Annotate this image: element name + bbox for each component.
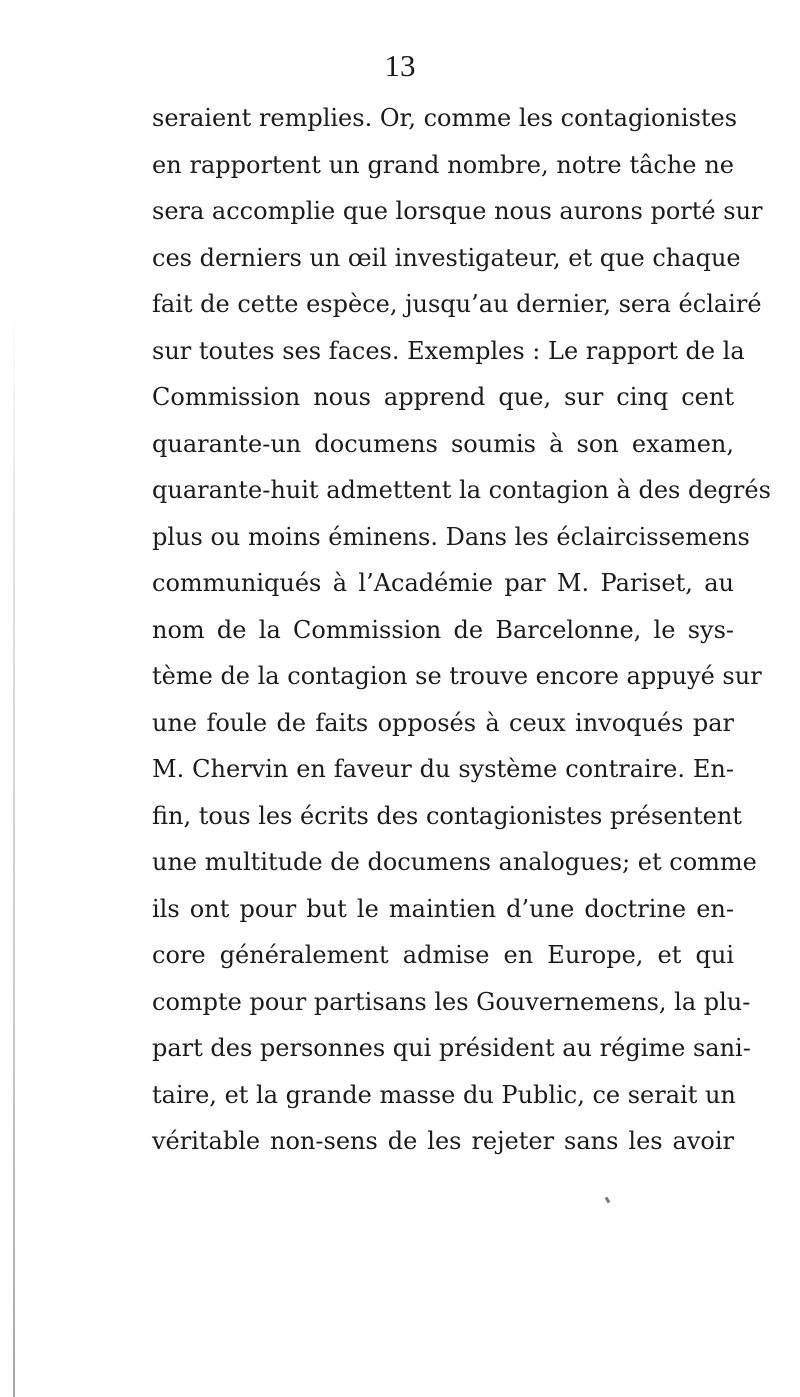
text-line-17: une multitude de documens analogues; et comme bbox=[152, 848, 757, 876]
text-line-5: fait de cette espèce, jusqu’au dernier, sera éclairé bbox=[152, 290, 762, 318]
text-line-2: en rapportent un grand nombre, notre tâche ne bbox=[152, 150, 734, 179]
text-line-4: ces derniers un œil investigateur, et que chaque bbox=[152, 243, 741, 272]
ink-speck bbox=[605, 1197, 611, 1204]
text-line-11: communiqués à l’Académie par M. Pariset, au bbox=[152, 569, 734, 597]
text-line-19: core généralement admise en Europe, et qui bbox=[152, 941, 734, 969]
text-line-23: véritable non-sens de les rejeter sans les avoir bbox=[152, 1127, 734, 1155]
text-line-8: quarante-un documens soumis à son examen, bbox=[152, 429, 734, 458]
text-line-6: sur toutes ses faces. Exemples : Le rapport de la bbox=[152, 336, 745, 365]
page-number: 13 bbox=[384, 48, 416, 83]
text-line-20: compte pour partisans les Gouvernemens, la plu- bbox=[152, 987, 751, 1016]
text-line-16: fin, tous les écrits des contagionistes présentent bbox=[152, 801, 742, 830]
text-line-9: quarante-huit admettent la contagion à des degrés bbox=[152, 476, 771, 504]
body-text bbox=[152, 95, 771, 1165]
text-line-12: nom de la Commission de Barcelonne, le sys- bbox=[152, 615, 734, 644]
text-line-18: ils ont pour but le maintien d’une doctrine en- bbox=[152, 894, 734, 923]
text-line-7: Commission nous apprend que, sur cinq cent bbox=[152, 383, 734, 411]
text-line-10: plus ou moins éminens. Dans les éclaircissemens bbox=[152, 522, 750, 551]
text-line-3: sera accomplie que lorsque nous aurons porté sur bbox=[152, 197, 763, 225]
text-line-13: tème de la contagion se trouve encore appuyé sur bbox=[152, 662, 762, 690]
scan-margin-edge bbox=[13, 300, 15, 1397]
text-line-22: taire, et la grande masse du Public, ce serait un bbox=[152, 1080, 736, 1109]
text-line-15: M. Chervin en faveur du système contraire. En- bbox=[152, 755, 734, 783]
text-line-1: seraient remplies. Or, comme les contagionistes bbox=[152, 104, 738, 132]
text-line-14: une foule de faits opposés à ceux invoqués par bbox=[152, 708, 734, 737]
text-line-21: part des personnes qui président au régime sani- bbox=[152, 1034, 751, 1062]
